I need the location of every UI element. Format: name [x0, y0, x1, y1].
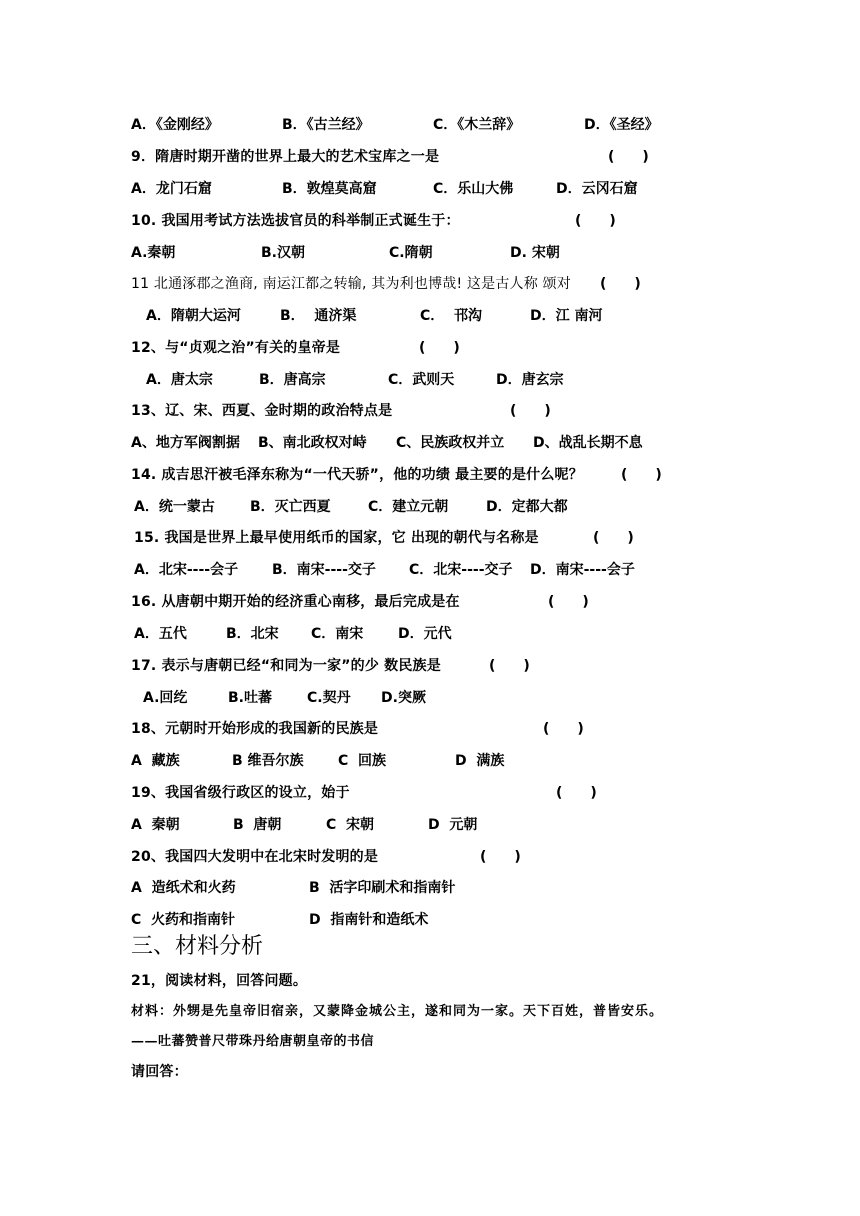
q19-option-d: D 元朝	[428, 817, 478, 833]
q12-stem: 12、与“贞观之治”有关的皇帝是	[131, 340, 341, 356]
q21-stem: 21，阅读材料，回答问题。	[131, 973, 308, 989]
q13-answer-paren: ( )	[510, 403, 551, 419]
q18-option-d: D 满族	[455, 753, 505, 769]
q8-option-d: D．《圣经》	[584, 117, 659, 133]
q18-option-b: B 维吾尔族	[232, 753, 304, 769]
q8-option-c: C．《木兰辞》	[433, 117, 521, 133]
q10-answer-paren: ( )	[575, 213, 616, 229]
section-heading: 三、材料分析	[131, 934, 264, 959]
q19-stem: 19、我国省级行政区的设立，始于	[131, 785, 350, 801]
q16-option-c: C．南宋	[311, 626, 364, 642]
q19-option-b: B 唐朝	[233, 817, 282, 833]
q14-option-b: B．灭亡西夏	[250, 499, 331, 515]
q10-option-c: C.隋朝	[389, 245, 433, 261]
q12-option-d: D．唐玄宗	[496, 372, 564, 388]
q19-option-c: C 宋朝	[326, 817, 375, 833]
q12-answer-paren: ( )	[419, 340, 460, 356]
q9-option-a: A．龙门石窟	[131, 181, 212, 197]
q16-answer-paren: ( )	[548, 594, 589, 610]
q12-option-b: B．唐高宗	[259, 372, 326, 388]
q17-stem: 17. 表示与唐朝已经“和同为一家”的少 数民族是	[131, 658, 441, 674]
q17-option-d: D.突厥	[381, 690, 426, 706]
q18-answer-paren: ( )	[543, 721, 584, 737]
q9-option-b: B．敦煌莫高窟	[282, 181, 377, 197]
q19-option-a: A 秦朝	[131, 817, 180, 833]
q14-option-d: D．定都大都	[486, 499, 568, 515]
q18-option-c: C 回族	[338, 753, 387, 769]
q15-stem: 15. 我国是世界上最早使用纸币的国家，它 出现的朝代与名称是	[134, 530, 539, 546]
q20-stem: 20、我国四大发明中在北宋时发明的是	[131, 849, 379, 865]
q11-option-a: A．隋朝大运河	[146, 308, 241, 324]
q15-answer-paren: ( )	[593, 530, 634, 546]
q18-option-a: A 藏族	[131, 753, 180, 769]
q15-option-b: B．南宋----交子	[272, 562, 376, 578]
q14-stem: 14. 成吉思汗被毛泽东称为“一代天骄”，他的功绩 最主要的是什么呢？	[131, 467, 583, 483]
q16-stem: 16. 从唐朝中期开始的经济重心南移，最后完成是在	[131, 594, 460, 610]
q8-option-a: A．《金刚经》	[131, 117, 219, 133]
q13-option-b: B、南北政权对峙	[258, 435, 367, 451]
q20-option-a: A 造纸术和火药	[131, 880, 236, 896]
q17-option-b: B.吐蕃	[228, 690, 272, 706]
q13-option-c: C、民族政权并立	[396, 435, 505, 451]
q9-answer-paren: ( )	[608, 149, 649, 165]
q20-option-d: D 指南针和造纸术	[309, 912, 429, 928]
q21-material: 材料：外甥是先皇帝旧宿亲，又蒙降金城公主，遂和同为一家。天下百姓，普皆安乐。	[131, 1004, 664, 1019]
q13-option-d: D、战乱长期不息	[533, 435, 643, 451]
q13-stem: 13、辽、宋、西夏、金时期的政治特点是	[131, 403, 393, 419]
q20-answer-paren: ( )	[480, 849, 521, 865]
q16-option-d: D．元代	[398, 626, 452, 642]
q21-source: ——吐蕃赞普尺带珠丹给唐朝皇帝的书信	[131, 1034, 375, 1049]
q15-option-c: C．北宋----交子	[409, 562, 513, 578]
q16-option-b: B．北宋	[226, 626, 279, 642]
q12-option-c: C．武则天	[388, 372, 455, 388]
q12-option-a: A．唐太宗	[146, 372, 213, 388]
q9-stem: 9．隋唐时期开凿的世界上最大的艺术宝库之一是	[131, 149, 440, 165]
q15-option-a: A．北宋----会子	[134, 562, 239, 578]
q10-option-a: A.秦朝	[131, 245, 176, 261]
q8-option-b: B．《古兰经》	[282, 117, 370, 133]
q10-option-d: D. 宋朝	[510, 245, 560, 261]
q11-answer-paren: ( )	[600, 276, 641, 292]
q11-option-b: B． 通济渠	[280, 308, 357, 324]
q11-stem: 11 北通涿郡之渔商, 南运江都之转输, 其为利也博哉! 这是古人称 颂对	[131, 276, 571, 292]
q10-stem: 10. 我国用考试方法选拔官员的科举制正式诞生于：	[131, 213, 460, 229]
q14-answer-paren: ( )	[621, 467, 662, 483]
q16-option-a: A．五代	[134, 626, 187, 642]
q17-option-c: C.契丹	[307, 690, 351, 706]
q14-option-c: C．建立元朝	[368, 499, 449, 515]
q10-option-b: B.汉朝	[261, 245, 305, 261]
q17-answer-paren: ( )	[489, 658, 530, 674]
q9-option-c: C．乐山大佛	[433, 181, 514, 197]
q20-option-b: B 活字印刷术和指南针	[309, 880, 456, 896]
q11-option-d: D．江 南河	[530, 308, 603, 324]
q15-option-d: D．南宋----会子	[530, 562, 635, 578]
q21-prompt: 请回答：	[131, 1064, 188, 1080]
q17-option-a: A.回纥	[143, 690, 188, 706]
q9-option-d: D．云冈石窟	[556, 181, 638, 197]
q18-stem: 18、元朝时开始形成的我国新的民族是	[131, 721, 379, 737]
q20-option-c: C 火药和指南针	[131, 912, 236, 928]
q11-option-c: C． 邗沟	[420, 308, 483, 324]
q19-answer-paren: ( )	[556, 785, 597, 801]
q13-option-a: A、地方军阀割据	[131, 435, 240, 451]
q14-option-a: A．统一蒙古	[134, 499, 215, 515]
